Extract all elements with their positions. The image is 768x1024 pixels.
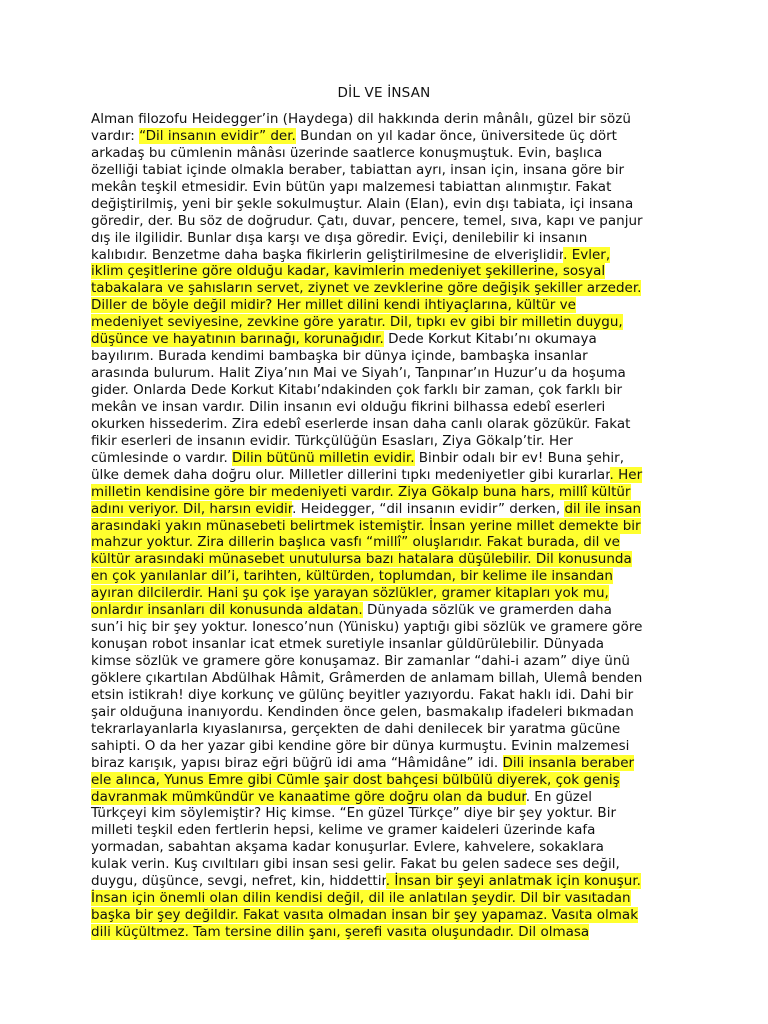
text-line [91, 501, 691, 518]
text-segment: mekân teşkil etmesidir. Evin bütün yapı malzemesi tabiattan alınmıştır. Fakat [91, 178, 612, 195]
highlighted-text: Dili insanla beraber [502, 754, 635, 771]
text-line [91, 789, 691, 806]
text-line [91, 450, 691, 467]
text-segment: duygu, düşünce, sevgi, nefret, kin, hiddettir [91, 873, 386, 890]
text-segment: Alman filozofu Heidegger’in (Haydega) dil hakkında derin mânâlı, güzel bir sözü [91, 111, 631, 127]
highlighted-text: arasındaki yakın münasebeti belirtmek istemiştir. İnsan yerine millet demekte bir [91, 517, 641, 534]
highlighted-text: dil ile insan [564, 500, 642, 517]
text-segment: tekrarlayanlarla kıyaslanırsa, gerçekten de dahi denilecek bir yaratma gücüne [91, 720, 621, 737]
text-line [91, 568, 691, 585]
highlighted-text: adını veriyor. Dil, harsın evidir [91, 500, 293, 517]
text-line [91, 670, 691, 687]
highlighted-text: İnsan için önemli olan dilin kendisi değil, dil ile anlatılan şeydir. Dil bir vasıtadan [91, 890, 631, 907]
text-line [91, 772, 691, 789]
text-line [91, 416, 691, 433]
text-segment: mekân ve insan vardır. Dilin insanın evi olduğu fikrini bilhassa edebî eserleri [91, 398, 606, 415]
text-line [91, 162, 691, 179]
text-segment: okurken hissederim. Zira edebî eserlerde insan daha canlı olarak gözükür. Fakat [91, 415, 631, 432]
text-segment: Türkçeyi kim söylemiştir? Hiç kimse. “En güzel Türkçe” diye bir şey yoktur. Bir [91, 805, 616, 822]
text-line [91, 704, 691, 721]
text-line [91, 619, 691, 636]
highlighted-text: . İnsan bir şeyi anlatmak için konuşur. [385, 873, 641, 890]
text-line [91, 518, 691, 535]
text-line [91, 822, 691, 839]
text-segment: değiştirilmiş, yeni bir şekle sokulmuştur. Alain (Elan), evin dışı tabiata, içi insana [91, 195, 634, 212]
text-line [91, 602, 691, 619]
highlighted-text: başka bir şey değildir. Fakat vasıta olmadan insan bir şey yapamaz. Vasıta olmak [91, 907, 639, 924]
text-line [91, 145, 691, 162]
text-segment: Dünyada sözlük ve gramerden daha [362, 602, 612, 619]
text-line [91, 484, 691, 501]
text-segment: kimse sözlük ve gramere göre konuşamaz. Bir zamanlar “dahi-i azam” diye ünü [91, 653, 630, 669]
text-line [91, 382, 691, 399]
document-body [91, 111, 691, 941]
text-line [91, 213, 691, 230]
text-segment: sun’i hiç bir şey yoktur. Ionesco’nun (Yünisku) yaptığı gibi sözlük ve gramere göre [91, 619, 643, 636]
text-segment: ülke demek daha doğru olur. Milletler dillerini tıpkı medeniyetler gibi kurarlar [91, 466, 610, 483]
text-segment: dış ile ilgilidir. Bunlar dışa karşı ve dışa göredir. Eviçi, denilebilir ki insanın [91, 229, 588, 246]
text-line [91, 331, 691, 348]
text-line [91, 873, 691, 890]
text-line [91, 890, 691, 907]
text-line [91, 755, 691, 772]
highlighted-text: ele alınca, Yunus Emre gibi Cümle şair dost bahçesi bülbülü diyerek, çok geniş [91, 771, 620, 788]
text-segment: yormadan, sabahtan akşama kadar konuşurlar. Evlere, kahvelere, sokaklara [91, 839, 604, 856]
text-line [91, 856, 691, 873]
text-segment: biraz karışık, yapısı biraz eğri büğrü idi ama “Hâmidâne” idi. [91, 754, 503, 771]
text-segment: milleti teşkil eden fertlerin hepsi, kelime ve gramer kaideleri üzerinde kafa [91, 822, 596, 839]
text-segment: etsin istikrah! diye korkunç ve gülünç beyitler yazıyordu. Fakat haklı idi. Dahi bir [91, 686, 634, 703]
text-line [91, 653, 691, 670]
text-line [91, 196, 691, 213]
text-line [91, 348, 691, 365]
text-segment: arasında bulurum. Halit Ziya’nın Mai ve Siyah’ı, Tanpınar’ın Huzur’u da hoşuma [91, 365, 626, 382]
text-segment: kulak verin. Kuş cıvıltıları gibi insan sesi gelir. Fakat bu gelen sadece ses değil, [91, 856, 620, 873]
text-line [91, 551, 691, 568]
text-line [91, 399, 691, 416]
highlighted-text: “Dil insanın evidir” der. [139, 127, 296, 144]
highlighted-text: mahzur yoktur. Zira dillerin başlıca vasfı “millî” oluşlarıdır. Fakat burada, dil ve [91, 534, 620, 551]
highlighted-text: . Evler, [563, 246, 611, 263]
text-segment: Bundan on yıl kadar önce, üniversitede üç dört [295, 127, 617, 144]
highlighted-text: medeniyet seviyesine, zevkine göre yaratır. Dil, tıpkı ev gibi bir milletin duygu, [91, 314, 623, 331]
text-segment: vardır: [91, 127, 140, 144]
highlighted-text: kültür arasındaki münasebet unutulursa bazı hatalara düşülebilir. Dil konusunda [91, 551, 632, 568]
text-line [91, 179, 691, 196]
text-line [91, 247, 691, 264]
text-line [91, 534, 691, 551]
document-title: DİL VE İNSAN [337, 85, 431, 101]
text-line [91, 111, 691, 128]
text-segment: göklere çıkartılan Abdülhak Hâmit, Grâmerden de anlamam billah, Ulemâ benden [91, 669, 643, 686]
highlighted-text: dili küçültmez. Tam tersine dilin şanı, şerefi vasıta oluşundadır. Dil olmasa [91, 924, 590, 940]
text-segment: . En güzel [525, 788, 592, 805]
text-segment: konuşan robot insanlar icat etmek suretiyle insanlar güldürülebilir. Dünyada [91, 636, 605, 653]
text-line [91, 839, 691, 856]
text-segment: arkadaş bu cümlenin mânâsı üzerinde saatlerce konuşmuştuk. Evin, başlıca [91, 144, 603, 161]
highlighted-text: Diller de böyle değil midir? Her millet dilini kendi ihtiyaçlarına, kültür ve [91, 297, 576, 314]
highlighted-text: iklim çeşitlerine göre olduğu kadar, kavimlerin medeniyet şekillerine, sosyal [91, 263, 606, 280]
highlighted-text: milletin kendisine göre bir medeniyeti vardır. Ziya Gökalp buna hars, millî kültür [91, 483, 631, 500]
text-segment: sahipti. O da her yazar gibi kendine göre bir dünya kurmuştu. Evinin malzemesi [91, 737, 630, 754]
highlighted-text: düşünce ve hayatının barınağı, korunağıdır. [91, 331, 384, 348]
text-line [91, 687, 691, 704]
text-line [91, 297, 691, 314]
text-segment: şair olduğuna inanıyordu. Kendinden önce gelen, basmakalıp ifadeleri bıkmadan [91, 703, 634, 720]
highlighted-text: ayıran dilcilerdir. Hani şu çok işe yarayan sözlükler, gramer kitapları yok mu, [91, 585, 609, 602]
text-line [91, 128, 691, 145]
highlighted-text: Dilin bütünü milletin evidir. [232, 449, 415, 466]
text-segment: Dede Korkut Kitabı’nı okumaya [383, 331, 597, 348]
highlighted-text: onlardır insanları dil konusunda aldatan. [91, 602, 363, 619]
text-segment: gider. Onlarda Dede Korkut Kitabı’ndakinden çok farklı bir zaman, çok farklı bir [91, 382, 623, 398]
text-segment: kalıbıdır. Benzetme daha başka fikirlerin geliştirilmesine de elverişlidir [91, 246, 564, 263]
text-line [91, 907, 691, 924]
text-segment: bayılırım. Burada kendimi bambaşka bir dünya içinde, bambaşka insanlar [91, 348, 588, 365]
text-segment: fikir eserleri de insanın evidir. Türkçülüğün Esasları, Ziya Gökalp’tir. Her [91, 432, 573, 449]
text-line [91, 230, 691, 247]
text-line [91, 636, 691, 653]
highlighted-text: . Her [609, 466, 643, 483]
text-line [91, 433, 691, 450]
text-line [91, 263, 691, 280]
text-line [91, 805, 691, 822]
text-line [91, 280, 691, 297]
highlighted-text: davranmak mümkündür ve kanaatime göre doğru olan da budur [91, 788, 526, 805]
text-line [91, 924, 691, 941]
text-line [91, 467, 691, 484]
highlighted-text: en çok yanılanlar dil’i, tarihten, kültürden, toplumdan, bir kelime ile insandan [91, 568, 613, 585]
text-line [91, 314, 691, 331]
text-line [91, 738, 691, 755]
text-segment: göredir, der. Bu söz de doğrudur. Çatı, duvar, pencere, temel, sıva, kapı ve panjur [91, 212, 643, 229]
text-segment: . Heidegger, “dil insanın evidir” derken, [292, 500, 565, 517]
text-segment: cümlesinde o vardır. [91, 449, 233, 466]
text-line [91, 721, 691, 738]
text-line [91, 365, 691, 382]
text-line [91, 585, 691, 602]
text-segment: Binbir odalı bir ev! Buna şehir, [414, 449, 625, 466]
text-segment: özelliği tabiat içinde olmakla beraber, tabiattan ayrı, insan için, insana göre bir [91, 161, 624, 178]
highlighted-text: tabakalara ve şahısların servet, ziynet ve zevklerine göre değişik şekiller arzeder. [91, 280, 642, 297]
